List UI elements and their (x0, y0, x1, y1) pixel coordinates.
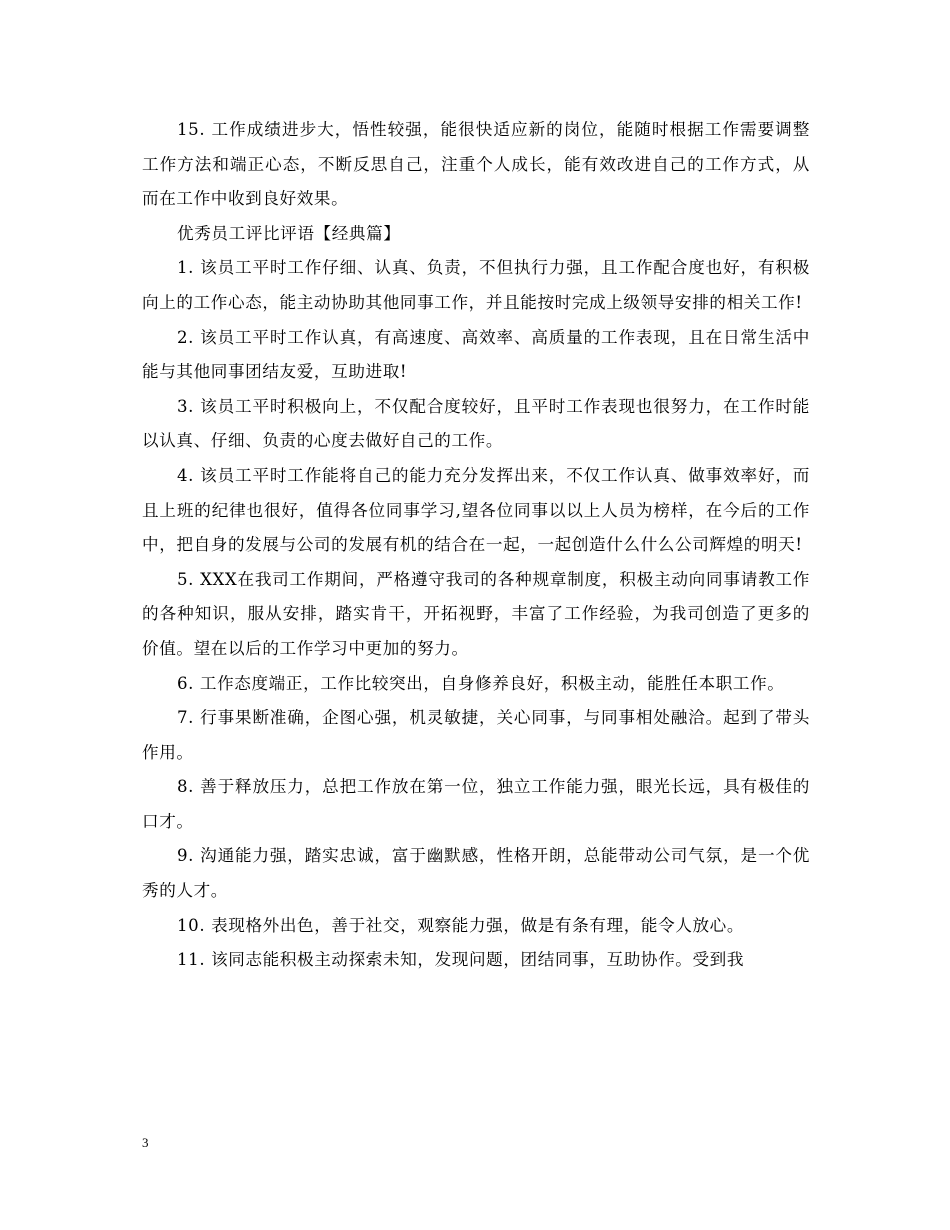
paragraph-7: 7. 行事果断准确，企图心强，机灵敏捷，关心同事，与同事相处融洽。起到了带头作用。 (142, 708, 810, 762)
paragraph-2: 2. 该员工平时工作认真，有高速度、高效率、高质量的工作表现，且在日常生活中能与其他同事团结友爱，互助进取! (142, 327, 810, 382)
paragraph-6: 6. 工作态度端正，工作比较突出，自身修养良好，积极主动，能胜任本职工作。 (177, 673, 785, 693)
paragraph-10: 10. 表现格外出色，善于社交，观察能力强，做是有条有理，能令人放心。 (177, 915, 745, 935)
page-number: 3 (142, 1135, 149, 1150)
paragraph-8: 8. 善于释放压力，总把工作放在第一位，独立工作能力强，眼光长远，具有极佳的口才。 (142, 777, 810, 831)
document-body (142, 113, 810, 978)
paragraph-15: 15. 工作成绩进步大，悟性较强，能很快适应新的岗位，能随时根据工作需要调整工作方法和端正心态，不断反思自己，注重个人成长，能有效改进自己的工作方式，从而在工作中收到良好效果。 (142, 120, 810, 209)
paragraph-11: 11. 该同志能积极主动探索未知，发现问题，团结同事，互助协作。受到我 (177, 950, 745, 970)
section-heading: 优秀员工评比评语【经典篇】 (177, 223, 401, 243)
paragraph-5: 5. XXX在我司工作期间，严格遵守我司的各种规章制度，积极主动向同事请教工作的各种知识，服从安排，踏实肯干，开拓视野，丰富了工作经验，为我司创造了更多的价值。望在以后的工作学习中更加的努力。 (142, 569, 810, 658)
paragraph-4: 4. 该员工平时工作能将自己的能力充分发挥出来，不仅工作认真、做事效率好，而且上班的纪律也很好，值得各位同事学习,望各位同事以以上人员为榜样，在今后的工作中，把自身的发展与公司的发展有机的结合在一起，一起创造什么什么公司辉煌的明天! (142, 465, 810, 555)
paragraph-3: 3. 该员工平时积极向上，不仅配合度较好，且平时工作表现也很努力，在工作时能以认真、仔细、负责的心度去做好自己的工作。 (142, 396, 810, 451)
paragraph-9: 9. 沟通能力强，踏实忠诚，富于幽默感，性格开朗，总能带动公司气氛，是一个优秀的人才。 (142, 846, 810, 901)
paragraph-1: 1. 该员工平时工作仔细、认真、负责，不但执行力强，且工作配合度也好，有积极向上的工作心态，能主动协助其他同事工作，并且能按时完成上级领导安排的相关工作! (142, 258, 810, 312)
